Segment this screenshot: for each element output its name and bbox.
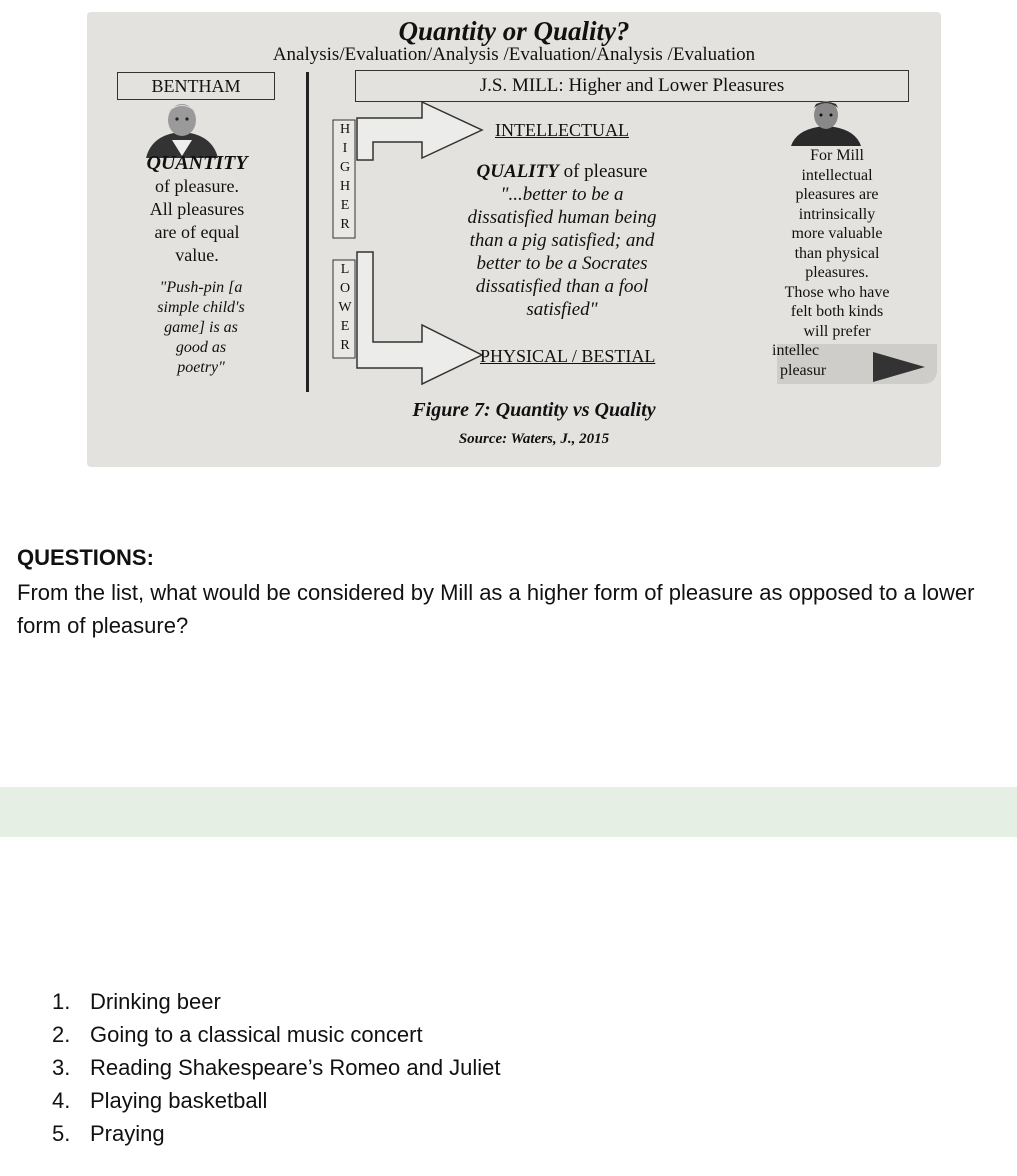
mill-label: J.S. MILL: Higher and Lower Pleasures <box>355 70 909 102</box>
figure-source: Source: Waters, J., 2015 <box>458 431 610 447</box>
figure-quantity-vs-quality <box>87 12 941 467</box>
intellectual-label: INTELLECTUAL <box>495 120 629 140</box>
bentham-summary: QUANTITY of pleasure. All pleasures are of equal value. <box>146 152 248 265</box>
figure-title: Quantity or Quality? <box>398 16 630 46</box>
lower-label: L O W E R <box>338 262 352 353</box>
bentham-quote: "Push-pin [a simple child's game] is as good as poetry" <box>157 279 245 376</box>
list-item: 3. Reading Shakespeare’s Romeo and Juliet <box>52 1055 501 1080</box>
pleasure-options-list <box>52 985 501 1150</box>
section-divider-band <box>0 787 1017 837</box>
mill-summary: For Mill intellectual pleasures are intrinsically more valuable than physical pleasures. Those who have felt both kinds will prefer intellec pleasur <box>772 147 890 379</box>
higher-label: H I G H E R <box>339 122 351 232</box>
question-prompt: From the list, what would be considered by Mill as a higher form of pleasure as opposed to a lower form of pleasure? <box>17 580 975 638</box>
list-item: 1. Drinking beer <box>52 989 221 1014</box>
list-item: 2. Going to a classical music concert <box>52 1022 423 1047</box>
list-item: 4. Playing basketball <box>52 1088 268 1113</box>
mill-quality-quote: QUALITY of pleasure "...better to be a dissatisfied human being than a pig satisfied; and better to be a Socrates dissatisfied than a fool satisfied" <box>467 161 657 320</box>
physical-bestial-label: PHYSICAL / BESTIAL <box>480 346 656 366</box>
list-item: 5. Praying <box>52 1121 165 1146</box>
figure-caption: Figure 7: Quantity vs Quality <box>412 399 656 421</box>
figure-subtitle: Analysis/Evaluation/Analysis /Evaluation/Analysis /Evaluation <box>272 44 756 65</box>
questions-heading: QUESTIONS: <box>17 545 154 570</box>
bentham-label: BENTHAM <box>117 72 275 100</box>
